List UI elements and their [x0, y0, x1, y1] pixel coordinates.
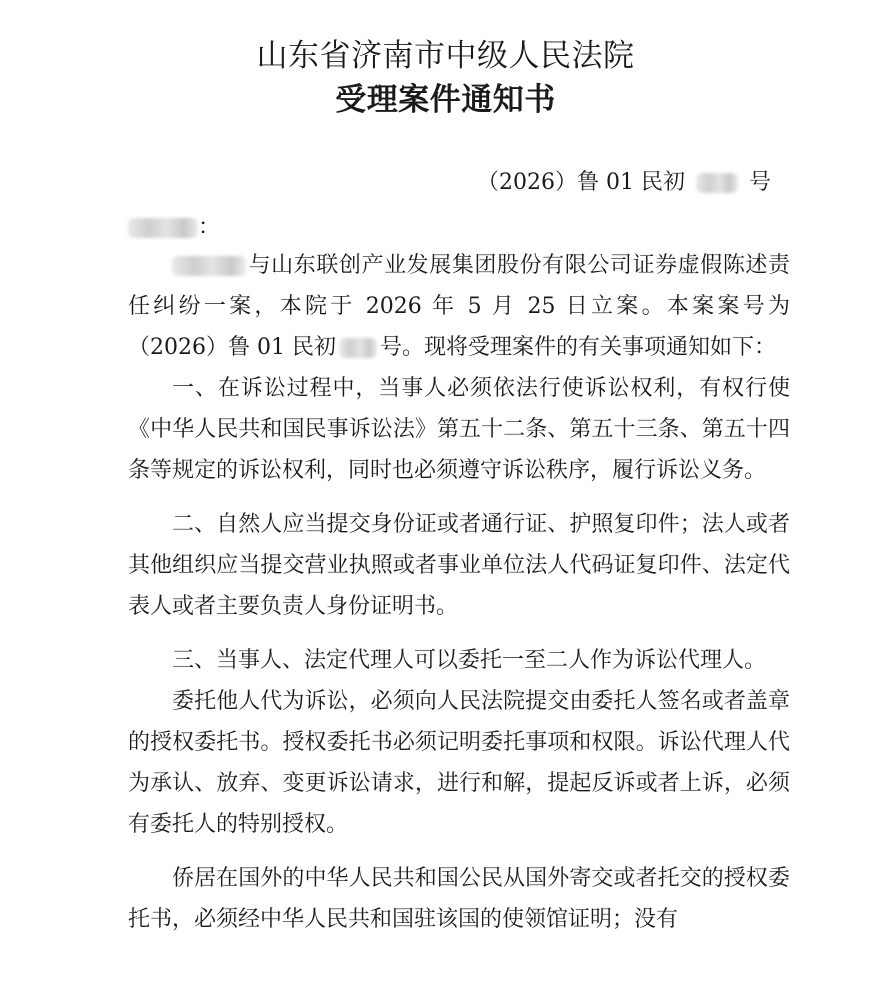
paragraph-item-2: 二、自然人应当提交身份证或者通行证、护照复印件；法人或者其他组织应当提交营业执照或者事业单位法人代码证复印件、法定代表人或者主要负责人身份证明书。 — [128, 512, 790, 619]
paragraph-case-intro-text: 与山东联创产业发展集团股份有限公司证券虚假陈述责任纠纷一案，本院于 2026 年 5 月 25 日立案。本案案号为（2026）鲁 01 民初 — [128, 253, 790, 360]
case-number-prefix: （2026）鲁 01 民初 — [477, 170, 685, 195]
notice-body — [128, 245, 790, 940]
document-title: 受理案件通知书 — [335, 82, 556, 118]
paragraph-case-intro-end: 号。现将受理案件的有关事项通知如下： — [379, 335, 776, 360]
redacted-plaintiff-name — [172, 256, 246, 276]
addressee-colon: ： — [198, 215, 221, 240]
paragraph-authorization: 委托他人代为诉讼，必须向人民法院提交由委托人签名或者盖章的授权委托书。授权委托书必须记明委托事项和权限。诉讼代理人代为承认、放弃、变更诉讼请求，进行和解，提起反诉或者上诉，必须有委托人的特别授权。 — [128, 689, 790, 837]
redacted-case-id — [696, 173, 738, 193]
case-number-suffix: 号 — [748, 170, 771, 195]
paragraph-item-1: 一、在诉讼过程中，当事人必须依法行使诉讼权利，有权行使《中华人民共和国民事诉讼法》第五十二条、第五十三条、第五十四条等规定的诉讼权利，同时也必须遵守诉讼秩序，履行诉讼义务。 — [128, 376, 790, 483]
paragraph-overseas: 侨居在国外的中华人民共和国公民从国外寄交或者托交的授权委托书，必须经中华人民共和国驻该国的使领馆证明；没有 — [128, 866, 790, 932]
paragraph-case-intro — [128, 245, 790, 368]
paragraph-item-3: 三、当事人、法定代理人可以委托一至二人作为诉讼代理人。 — [172, 648, 767, 673]
case-number — [477, 165, 771, 196]
redacted-case-id-inline — [339, 338, 377, 358]
addressee — [128, 210, 220, 241]
redacted-addressee-name — [128, 218, 198, 238]
court-name: 山东省济南市中级人民法院 — [256, 38, 635, 74]
